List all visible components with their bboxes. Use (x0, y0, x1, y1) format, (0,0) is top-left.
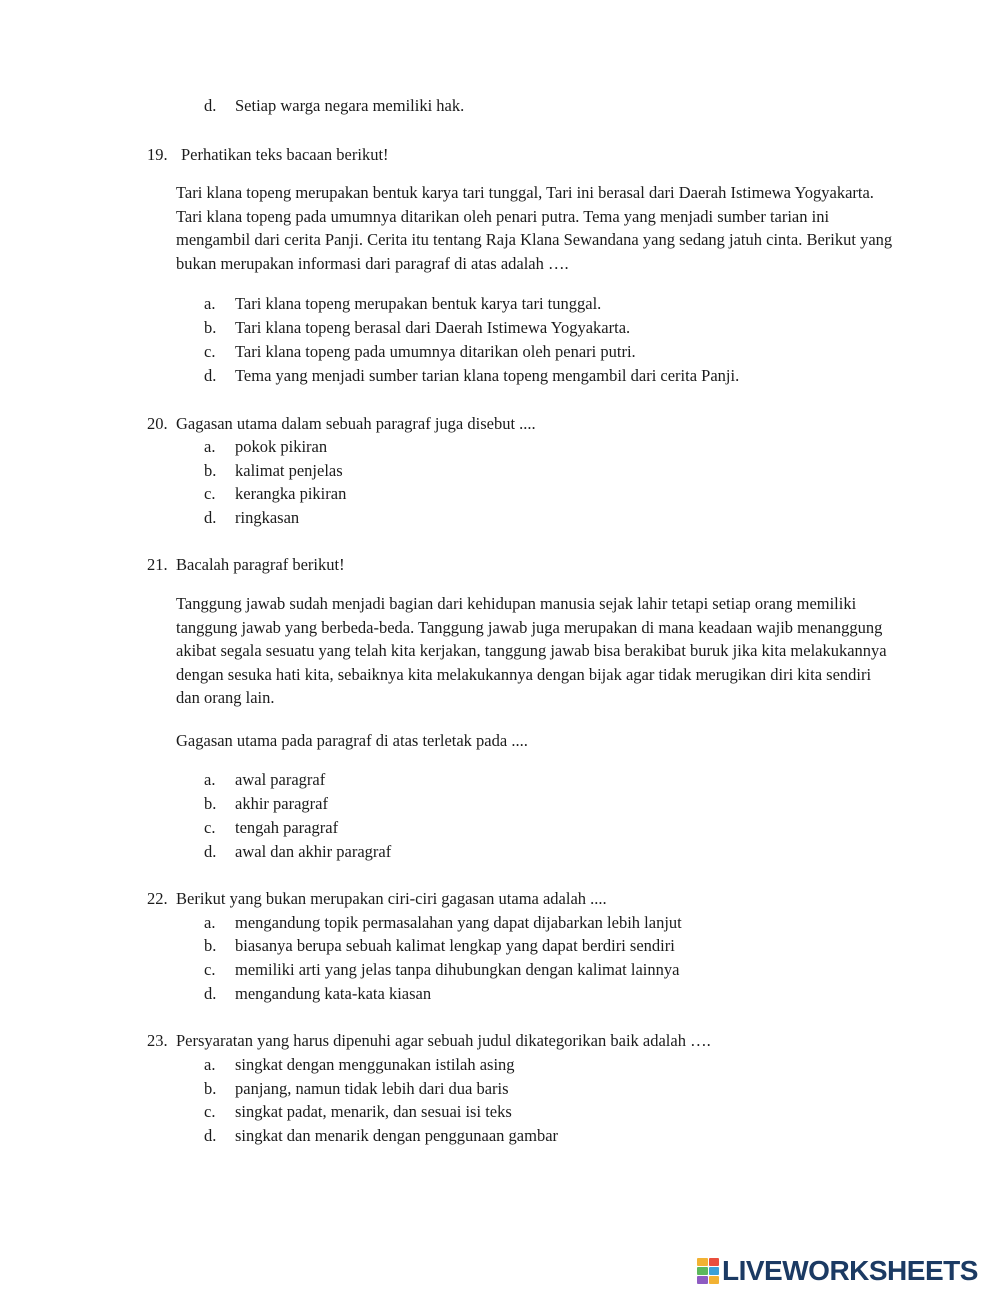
option-text: Setiap warga negara memiliki hak. (235, 96, 465, 115)
option-letter: a. (204, 770, 216, 789)
option-letter: a. (204, 913, 216, 932)
question-number: 22. (147, 889, 168, 908)
option-letter: d. (204, 366, 217, 385)
option-text: memiliki arti yang jelas tanpa dihubungkan dengan kalimat lainnya (235, 960, 680, 979)
option-text: singkat dan menarik dengan penggunaan gambar (235, 1126, 559, 1145)
option-letter: d. (204, 1126, 217, 1145)
option-letter: b. (204, 936, 217, 955)
option-text: kalimat penjelas (235, 461, 343, 480)
question-prompt: Perhatikan teks bacaan berikut! (181, 145, 389, 164)
option-text: Tari klana topeng berasal dari Daerah Istimewa Yogyakarta. (235, 318, 631, 337)
option-letter: a. (204, 437, 216, 456)
option-letter: c. (204, 960, 216, 979)
question-number: 21. (147, 555, 168, 574)
option-text: mengandung kata-kata kiasan (235, 984, 432, 1003)
option-letter: c. (204, 342, 216, 361)
question-prompt: Persyaratan yang harus dipenuhi agar sebuah judul dikategorikan baik adalah …. (176, 1031, 711, 1050)
option-text: Tema yang menjadi sumber tarian klana topeng mengambil dari cerita Panji. (235, 366, 740, 385)
question-prompt: Berikut yang bukan merupakan ciri-ciri gagasan utama adalah .... (176, 889, 607, 908)
option-text: Tari klana topeng pada umumnya ditarikan oleh penari putri. (235, 342, 636, 361)
question-prompt: Gagasan utama dalam sebuah paragraf juga disebut .... (176, 414, 536, 433)
option-text: Tari klana topeng merupakan bentuk karya tari tunggal. (235, 294, 602, 313)
option-text: singkat dengan menggunakan istilah asing (235, 1055, 515, 1074)
option-text: singkat padat, menarik, dan sesuai isi teks (235, 1102, 512, 1121)
option-letter: d. (204, 508, 217, 527)
option-letter: b. (204, 1079, 217, 1098)
option-text: awal paragraf (235, 770, 326, 789)
option-text: biasanya berupa sebuah kalimat lengkap yang dapat berdiri sendiri (235, 936, 675, 955)
liveworksheets-logo-icon (697, 1258, 719, 1284)
question-text: Gagasan utama pada paragraf di atas terletak pada .... (176, 731, 528, 750)
question-prompt: Bacalah paragraf berikut! (176, 555, 345, 574)
option-text: awal dan akhir paragraf (235, 842, 392, 861)
option-text: pokok pikiran (235, 437, 328, 456)
option-letter: d. (204, 842, 217, 861)
option-text: tengah paragraf (235, 818, 339, 837)
question-passage: Tanggung jawab sudah menjadi bagian dari kehidupan manusia sejak lahir tetapi setiap orang memiliki tanggung jawab yang berbeda-beda. Tanggung jawab juga merupakan di mana keadaan wajib menanggung akibat segala sesuatu yang telah kita kerjakan, tanggung jawab bisa berakibat buruk jika kita melakukannya dengan sesuka hati kita, sebaiknya kita melakukannya dengan bijak agar tidak merugikan diri kita sendiri dan orang lain. (176, 594, 887, 708)
option-letter: c. (204, 484, 216, 503)
option-letter: a. (204, 294, 216, 313)
option-text: ringkasan (235, 508, 300, 527)
option-letter: d. (204, 984, 217, 1003)
option-letter: b. (204, 794, 217, 813)
brand-watermark (697, 1256, 978, 1286)
question-number: 23. (147, 1031, 168, 1050)
brand-name: LIVEWORKSHEETS (722, 1255, 978, 1286)
option-text: panjang, namun tidak lebih dari dua baris (235, 1079, 509, 1098)
option-letter: b. (204, 318, 217, 337)
option-text: kerangka pikiran (235, 484, 347, 503)
option-letter: b. (204, 461, 217, 480)
question-number: 20. (147, 414, 168, 433)
option-letter: a. (204, 1055, 216, 1074)
option-letter: c. (204, 1102, 216, 1121)
question-number: 19. (147, 145, 168, 164)
option-letter: c. (204, 818, 216, 837)
question-passage: Tari klana topeng merupakan bentuk karya tari tunggal, Tari ini berasal dari Daerah Istimewa Yogyakarta. Tari klana topeng pada umumnya ditarikan oleh penari putra. Tema yang menjadi sumber tarian ini mengambil dari cerita Panji. Cerita itu tentang Raja Klana Sewandana yang sedang jatuh cinta. Berikut yang bukan merupakan informasi dari paragraf di atas adalah …. (176, 183, 893, 273)
option-letter: d. (204, 96, 217, 115)
option-text: mengandung topik permasalahan yang dapat dijabarkan lebih lanjut (235, 913, 682, 932)
option-text: akhir paragraf (235, 794, 328, 813)
